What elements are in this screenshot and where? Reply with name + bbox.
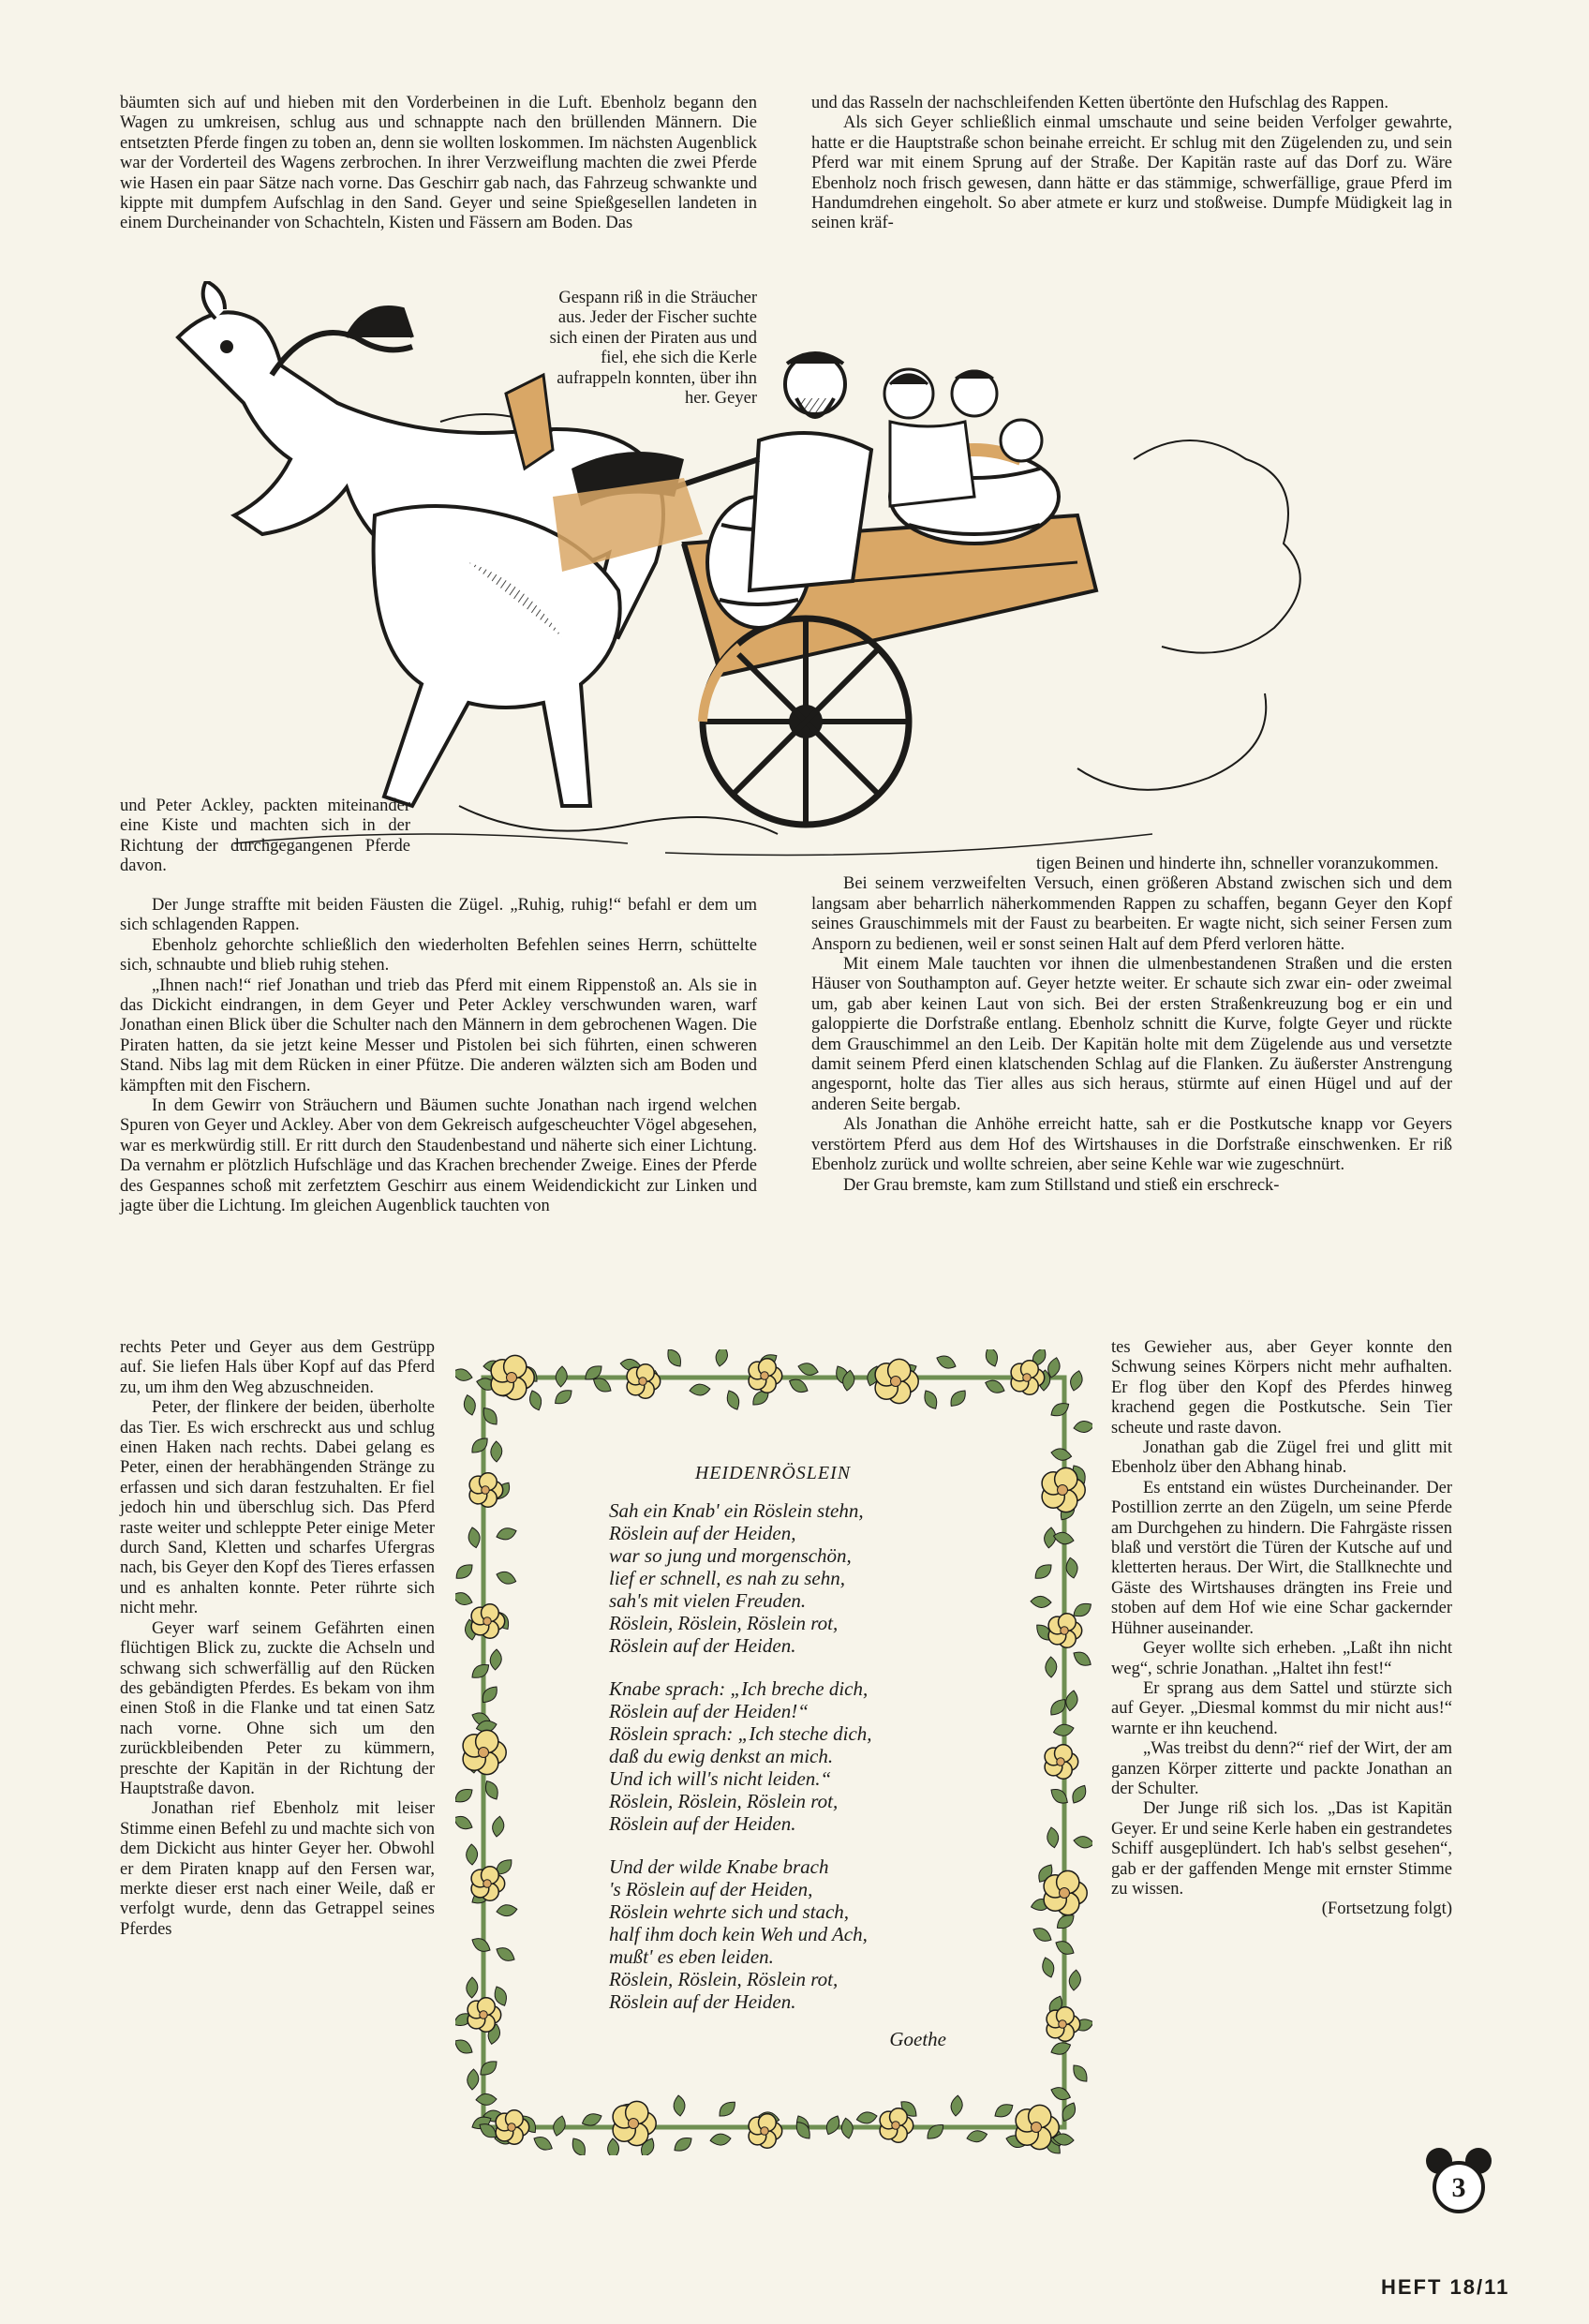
- leaf-icon: [924, 2121, 946, 2142]
- paragraph: Jonathan gab die Zügel frei und glitt mit Ebenholz über den Abhang hinab.: [1111, 1438, 1452, 1478]
- poem-line: sah's mit vielen Freuden.: [609, 1589, 807, 1612]
- paragraph: Peter, der flinkere der beiden, überholte das Tier. Es wich erschreckt aus und schlug einen Haken nach rechts. Dabei gelang es Peter, einen der herabhängenden Stränge zu erfassen und sich daran festzuhalten. Er fiel jedoch hin und überschlug sich. Das Pferd raste weiter und schleppte Peter einige Meter durch Sand, Kletten und scharfes Ufergras nach, bis Geyer den Kopf des Tieres erfassen und es anhalten konnte. Peter rührte sich nicht mehr.: [120, 1398, 435, 1618]
- leaf-icon: [724, 1389, 743, 1412]
- paragraph: Mit einem Male tauchten vor ihnen die ulmenbestandenen Straßen und die ersten Häuser von Southampton auf. Geyer hetzte weiter. Er schaute sich zwar ein- oder zweimal um, gab aber keinen Laut von sich. Bei der ersten Straßenkreuzung bog er ein und galoppierte die Dorfstraße entlang. Ebenholz schnitt die Kurve, folgte Geyer und rückte dem Grauschimmel an den Leib. Der Kapitän holte mit dem Zügelende aus und versetzte damit seinem Pferd einen klatschenden Schlag auf die Flanken. Zu äußerster Anstrengung angespornt, holte das Tier alles aus sich heraus, stürmte auf einen Hügel und auf der anderen Seite bergab.: [811, 955, 1452, 1114]
- poem: [525, 1462, 1021, 2050]
- paragraph: Der Junge riß sich los. „Das ist Kapitän Geyer. Er und seine Kerle haben ein gestrandetes Schiff ausgeplündert. Ich hab's selbst gesehen“, gab er der gaffenden Menge mit ernster Stimme zu wissen.: [1111, 1799, 1452, 1899]
- paragraph: Als Jonathan die Anhöhe erreicht hatte, sah er die Postkutsche knapp vor Geyers verstörtem Pferd aus dem Hof des Wirtshauses in die Dorfstraße einschwenken. Er riß Ebenholz zurück und wollte schreien, aber seine Kehle war wie zugeschnürt.: [811, 1115, 1452, 1175]
- leaf-icon: [1069, 2062, 1091, 2085]
- poem-stanza: [609, 1677, 1021, 1835]
- leaf-icon: [495, 1526, 518, 1542]
- poem-line: Röslein wehrte sich und stach,: [609, 1900, 850, 1923]
- leaf-icon: [496, 1903, 517, 1917]
- issue-label: HEFT 18/11: [1381, 2275, 1510, 2299]
- leaf-icon: [1048, 1399, 1072, 1420]
- poem-author: Goethe: [889, 2028, 946, 2050]
- rose-icon: [1047, 2007, 1080, 2041]
- leaf-icon: [527, 1389, 544, 1412]
- leaf-icon: [950, 2094, 963, 2116]
- leaf-icon: [1046, 1657, 1057, 1677]
- leaf-icon: [531, 2134, 555, 2153]
- column-mid-right: [811, 855, 1452, 1196]
- poem-line: Röslein, Röslein, Röslein rot,: [609, 1612, 839, 1634]
- leaf-icon: [455, 1813, 475, 1833]
- poem-line: Röslein sprach: „Ich steche dich,: [609, 1722, 872, 1745]
- paragraph: rechts Peter und Geyer aus dem Gestrüpp auf. Sie liefen Hals über Kopf auf das Pferd zu, um ihm den Weg abzuschneiden.: [120, 1338, 435, 1397]
- leaf-icon: [455, 2036, 475, 2057]
- leaf-icon: [569, 2136, 589, 2155]
- leaf-icon: [1069, 1782, 1090, 1806]
- leaf-icon: [455, 1560, 476, 1582]
- leaf-icon: [467, 2069, 480, 2091]
- poem-line: Knabe sprach: „Ich breche dich,: [609, 1677, 869, 1700]
- leaf-icon: [489, 1649, 502, 1671]
- leaf-icon: [467, 1977, 478, 1998]
- paragraph: „Was treibst du denn?“ rief der Wirt, der am ganzen Körper zitterte und packte Jonathan an der Schulter.: [1111, 1739, 1452, 1798]
- leaf-icon: [1040, 1956, 1057, 1979]
- leaf-icon: [495, 1569, 518, 1587]
- leaf-icon: [663, 1349, 684, 1369]
- rose-icon: [1048, 1614, 1082, 1647]
- paragraph: tes Gewieher aus, aber Geyer konnte den Schwung seines Körpers nicht mehr aufhalten. Er flog über den Kopf des Pferdes hinweg krachend gegen die Postkutsche. Sein Tier scheute und raste davon.: [1111, 1338, 1452, 1438]
- poem-line: lief er schnell, es nah zu sehn,: [609, 1567, 845, 1589]
- leaf-icon: [1050, 1447, 1073, 1462]
- paragraph: Geyer warf seinem Gefährten einen flüchtigen Blick zu, zuckte die Achseln und schwang sich schwerfällig auf den Rücken des gebändigten Pferdes. Es bekam von ihm einen Stoß in die Flanke und tat einen Satz nach vorne. Ohne sich um den zurückbleibenden Peter zu kümmern, preschte der Kapitän in der Richtung der Hauptstraße davon.: [120, 1618, 435, 1798]
- poem-stanza: [609, 1855, 1021, 2013]
- leaf-icon: [1031, 1925, 1054, 1944]
- poem-line: Röslein, Röslein, Röslein rot,: [609, 1790, 839, 1812]
- leaf-icon: [1052, 1530, 1075, 1546]
- paragraph: Geyer wollte sich erheben. „Laßt ihn nicht weg“, schrie Jonathan. „Haltet ihn fest!“: [1111, 1639, 1452, 1678]
- leaf-icon: [709, 2133, 731, 2146]
- poem-line: Sah ein Knab' ein Röslein stehn,: [609, 1499, 864, 1522]
- poem-line: Und ich will's nicht leiden.“: [609, 1767, 832, 1790]
- poem-line: Röslein auf der Heiden.: [609, 1812, 796, 1835]
- leaf-icon: [1068, 1369, 1084, 1392]
- mouse-head-icon: [1424, 2146, 1493, 2221]
- leaf-icon: [1073, 1835, 1092, 1849]
- paragraph: In dem Gewirr von Sträuchern und Bäumen suchte Jonathan nach irgend welchen Spuren von Geyer und Ackley. Aber von dem Gekreisch aufgescheuchter Vögel abgesehen, war es merkwürdig still. Er ritt durch den Staudenbestand und näherte sich einer Lichtung. Da vernahm er plötzlich Hufschläge und das Krachen brechender Zweige. Eines der Pferde des Gespannes schoß mit zerfetztem Geschirr aus einem Weidendickicht zur Linken und jagte über die Lichtung. Im gleichen Augenblick tauchten von: [120, 1096, 757, 1216]
- leaf-icon: [983, 1349, 1001, 1368]
- rose-icon: [471, 1604, 505, 1638]
- paragraph: Jonathan rief Ebenholz mit leiser Stimme einen Befehl zu und machte sich von dem Dickicht aus hinter Geyer her. Obwohl er dem Piraten knapp auf den Fersen war, merkte dieser erst nach einer Weile, daß er verfolgt wurde, denn das Getrappel seines Pferdes: [120, 1799, 435, 1939]
- column-mid-left-narrow: [120, 797, 410, 877]
- leaf-icon: [1047, 1785, 1071, 1807]
- leaf-icon: [491, 1441, 502, 1462]
- leaf-icon: [1049, 2040, 1073, 2058]
- paragraph: Der Junge straffte mit beiden Fäusten die Zügel. „Ruhig, ruhig!“ befahl er dem um sich schlagenden Rappen.: [120, 896, 757, 935]
- leaf-icon: [1046, 1826, 1060, 1849]
- paragraph: Gespann riß in die Sträucher aus. Jeder der Fischer suchte sich einen der Piraten aus und fiel, ehe sich die Kerle aufrappeln konnten, über ihn her. Geyer: [549, 289, 757, 409]
- poem-line: Röslein auf der Heiden.: [609, 1990, 796, 2013]
- leaf-icon: [1071, 1648, 1092, 1669]
- leaf-icon: [1073, 1420, 1092, 1434]
- poem-line: 's Röslein auf der Heiden,: [609, 1878, 813, 1900]
- leaf-icon: [455, 1785, 475, 1806]
- paragraph: Er sprang aus dem Sattel und stürzte sich auf Geyer. „Diesmal kommst du mir nicht aus!“ warnte er ihn keuchend.: [1111, 1678, 1452, 1738]
- rose-icon: [469, 1473, 503, 1507]
- leaf-icon: [494, 1944, 517, 1964]
- poem-line: Und der wilde Knabe brach: [609, 1855, 829, 1878]
- leaf-icon: [555, 1366, 568, 1388]
- leaf-icon: [992, 2101, 1016, 2122]
- poem-line: Röslein auf der Heiden,: [609, 1522, 796, 1544]
- leaf-icon: [983, 1378, 1006, 1396]
- poem-line: war so jung und morgenschön,: [609, 1544, 852, 1567]
- leaf-icon: [467, 1527, 482, 1549]
- rose-icon: [463, 1730, 506, 1774]
- paragraph: tigen Beinen und hinderte ihn, schneller voranzukommen.: [1036, 855, 1439, 873]
- leaf-icon: [552, 1386, 575, 1408]
- column-top-left: [120, 94, 757, 234]
- rose-icon: [491, 1355, 534, 1399]
- leaf-icon: [947, 1387, 970, 1409]
- poem-line: Röslein, Röslein, Röslein rot,: [609, 1968, 839, 1990]
- leaf-icon: [672, 2134, 695, 2154]
- paragraph: Der Grau bremste, kam zum Stillstand und stieß ein erschreck-: [843, 1175, 1280, 1195]
- rose-icon: [1044, 1870, 1087, 1914]
- poem-title: HEIDENRÖSLEIN: [694, 1463, 852, 1483]
- paragraph: Ebenholz gehorchte schließlich den wiederholten Befehlen seines Herrn, schüttelte sich, schnaubte und blieb ruhig stehen.: [120, 935, 757, 976]
- paragraph: Als sich Geyer schließlich einmal umschaute und seine beiden Verfolger gewahrte, hatte er die Hauptstraße schon beinahe erreicht. Er schlug mit den Zügelenden zu, und sein Pferd war mit einem Sprung auf der Straße. Der Kapitän raste auf das Dorf zu. Wäre Ebenholz noch frisch gewesen, dann hätte er das stämmige, schwerfällige, graue Pferd im Handumdrehen eingeholt. So aber atmete er kurz und stoßweise. Dumpfe Müdigkeit lag in seinen kräf-: [811, 113, 1452, 233]
- rose-icon: [1011, 1361, 1045, 1394]
- paragraph: Bei seinem verzweifelten Versuch, einen größeren Abstand zwischen sich und dem langsam aber beharrlich näherkommenden Rappen zu schaffen, begann Geyer den Kopf seines Grauschimmels mit der Faust zu bearbeiten. Er wagte nicht, sich seiner Fersen zum Ansporn zu bedienen, weil er sonst seinen Halt auf dem Pferd verloren hätte.: [811, 874, 1452, 954]
- rose-icon: [749, 1359, 782, 1393]
- rose-icon: [1045, 1745, 1078, 1779]
- leaf-icon: [1049, 2084, 1073, 2102]
- poem-stanza: [609, 1499, 1021, 1657]
- poem-line: Röslein auf der Heiden.: [609, 1634, 796, 1657]
- continuation-note: (Fortsetzung folgt): [1321, 1899, 1452, 1919]
- poem-line: daß du ewig denkst an mich.: [609, 1745, 834, 1767]
- leaf-icon: [714, 1349, 729, 1367]
- paragraph: „Ihnen nach!“ rief Jonathan und trieb das Pferd mit einem Rippenstoß an. Als sie in das Dickicht eindrangen, in dem Geyer und Peter Ackley verschwunden waren, warf Jonathan einen Blick über die Schulter nach den Männern in dem gebrochenen Wagen. Die Piraten hatten, da sie jetzt keine Messer und Pistolen bei sich führten, einen schweren Stand. Nibs lag mit dem Rücken in einer Pfütze. Die anderen wälzten sich am Boden und kämpften mit den Fischern.: [120, 976, 757, 1095]
- leaf-icon: [966, 2129, 988, 2144]
- page-number: 3: [1451, 2172, 1466, 2203]
- leaf-icon: [551, 2114, 568, 2137]
- column-bottom-left: [120, 1338, 435, 1940]
- leaf-icon: [1068, 1969, 1082, 1990]
- leaf-icon: [476, 2093, 497, 2106]
- column-mid-left: [120, 896, 757, 1217]
- poem-line: Röslein auf der Heiden!“: [609, 1700, 809, 1722]
- leaf-icon: [466, 1844, 478, 1865]
- leaf-icon: [468, 1435, 491, 1457]
- leaf-icon: [1031, 1596, 1052, 1608]
- leaf-icon: [462, 1393, 478, 1416]
- poem-line: mußt' es eben leiden.: [609, 1945, 774, 1968]
- leaf-icon: [840, 2117, 854, 2139]
- column-top-right: [811, 94, 1452, 234]
- leaf-icon: [1064, 1557, 1079, 1579]
- leaf-icon: [491, 1815, 505, 1838]
- poem-line: half ihm doch kein Weh und Ach,: [609, 1923, 868, 1945]
- leaf-icon: [921, 1388, 941, 1411]
- leaf-icon: [934, 1353, 958, 1372]
- leaf-icon: [855, 2110, 878, 2125]
- paragraph: bäumten sich auf und hieben mit den Vorderbeinen in die Luft. Ebenholz begann den Wagen zu umkreisen, schlug aus und schnappte nach den brüllenden Männern. Die entsetzten Pferde fingen zu toben an, denn sie wollten loskommen. Im nächsten Augenblick war der Vorderteil des Wagens zerbrochen. In ihrer Verzweiflung machten die zwei Pferde wie Hasen ein paar Sätze nach vorne. Das Geschirr gab nach, das Fahrzeug schwankte und kippte mit dumpfem Aufschlag in den Sand. Geyer und seine Spießgesellen landeten in einem Durcheinander von Schachteln, Kisten und Fässern am Boden. Das: [120, 94, 757, 233]
- leaf-icon: [455, 1367, 474, 1383]
- leaf-icon: [796, 1361, 819, 1378]
- leaf-icon: [477, 2057, 500, 2078]
- leaf-icon: [468, 1661, 492, 1682]
- leaf-icon: [689, 1383, 710, 1396]
- rose-icon: [496, 2110, 529, 2144]
- leaf-icon: [1052, 1722, 1075, 1737]
- column-bottom-right: [1111, 1338, 1452, 1920]
- leaf-icon: [673, 2095, 686, 2117]
- paragraph: und das Rasseln der nachschleifenden Ketten übertönte den Hufschlag des Rappen.: [811, 94, 1389, 112]
- leaf-icon: [455, 1590, 474, 1608]
- leaf-icon: [607, 2138, 619, 2155]
- paragraph: Es entstand ein wüstes Durcheinander. Der Postillion zerrte an den Zügeln, um seine Pferde am Durchgehen zu hindern. Die Fahrgäste rissen blaß und verstört die Türen der Kutsche auf und kletterten heraus. Der Wirt, die Stallknechte und Gäste des Wirtshauses drängten ins Freie und stoben auf dem Hof wie eine Schar gackernder Hühner auseinander.: [1111, 1478, 1452, 1638]
- rose-icon: [627, 1364, 661, 1398]
- paragraph: und Peter Ackley, packten miteinander eine Kiste und machten sich in der Richtung der durchgegangenen Pferde davon.: [120, 797, 410, 876]
- leaf-icon: [1032, 1560, 1055, 1582]
- leaf-icon: [716, 2098, 738, 2121]
- horse-cart-illustration: [159, 281, 1415, 881]
